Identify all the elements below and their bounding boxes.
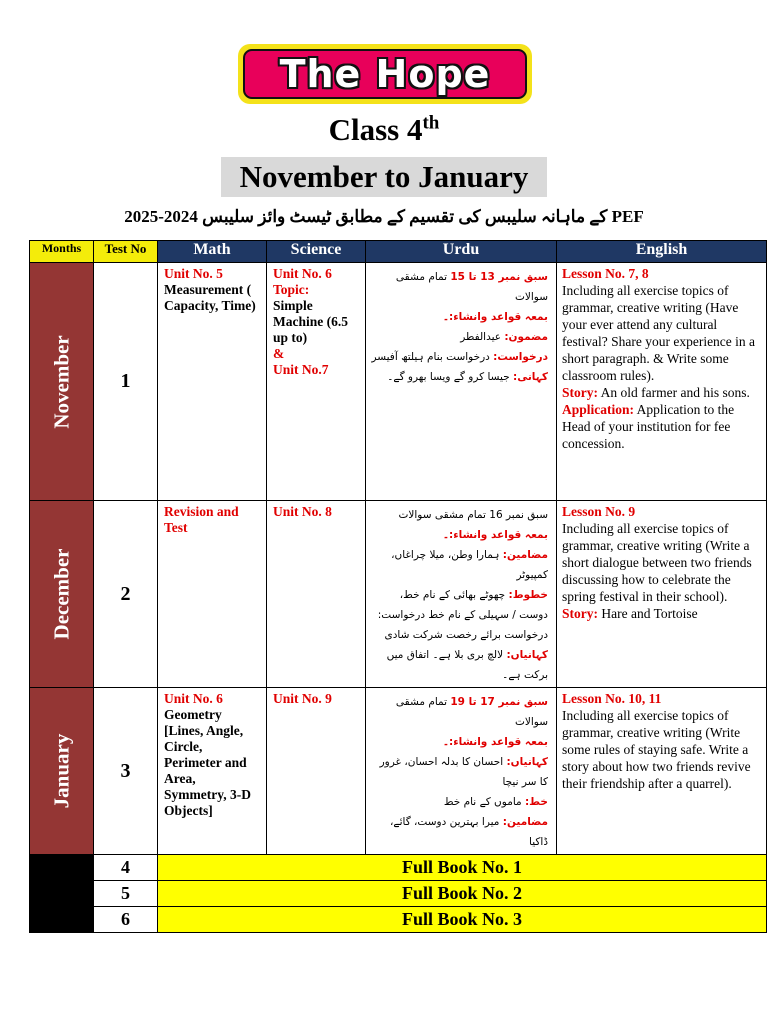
english-cell (557, 501, 767, 688)
english-body: Including all exercise topics of grammar, creative writing (Write some rules of staying safe. Write a story about how two friends revive their friendship after a quarrel). (562, 708, 751, 791)
urdu-line: سبق نمبر 16 تمام مشقی سوالات (398, 509, 548, 521)
english-lesson: Lesson No. 9 (562, 504, 636, 519)
blank-month-cell (30, 907, 94, 933)
month-january: January (30, 688, 94, 855)
math-cell (158, 501, 267, 688)
header-months: Months (30, 241, 94, 263)
table-row (30, 688, 767, 855)
english-lesson: Lesson No. 7, 8 (562, 266, 649, 281)
urdu-line: درخواست: درخواست بنام ہیلتھ آفیسر (371, 351, 548, 363)
math-topic: Measurement ( Capacity, Time) (164, 282, 256, 313)
english-story: Story: An old farmer and his sons. (562, 385, 750, 400)
urdu-line: مضامین: میرا بہترین دوست، گائے، ڈاکیا (390, 816, 548, 848)
math-unit: Revision and Test (164, 504, 239, 535)
urdu-line: سبق نمبر 17 تا 19 تمام مشقی سوالات (395, 696, 548, 728)
test-number: 6 (94, 907, 158, 933)
logo-badge (243, 49, 527, 99)
urdu-line: خط: ماموں کے نام خط (443, 796, 548, 808)
english-body: Including all exercise topics of grammar, creative writing (Have your ever attend any cultural festival? Share your experience in a short paragraph. & Write some classroom rules). (562, 283, 756, 383)
english-application: Application: Application to the Head of your institution for fee concession. (562, 402, 735, 451)
syllabus-table (29, 240, 767, 933)
test-number: 3 (94, 688, 158, 855)
month-november: November (30, 263, 94, 501)
urdu-line: کہانی: جیسا کرو گے ویسا بھرو گے۔ (387, 371, 548, 383)
header-english: English (557, 241, 767, 263)
full-book-row (30, 855, 767, 881)
table-header-row (30, 241, 767, 263)
science-topic-label: Topic: (273, 282, 310, 297)
urdu-line: سبق نمبر 13 تا 15 تمام مشقی سوالات (395, 271, 548, 303)
math-unit: Unit No. 6 (164, 691, 223, 706)
test-number: 4 (94, 855, 158, 881)
the-hope-logo (238, 44, 532, 104)
math-topic: Geometry [Lines, Angle, Circle, Perimeter and Area, Symmetry, 3-D Objects] (164, 707, 251, 818)
science-cell (267, 263, 366, 501)
test-number: 1 (94, 263, 158, 501)
urdu-line: بمعہ قواعد وانشاء:۔ (442, 529, 548, 541)
period-title: November to January (221, 157, 547, 197)
english-story: Story: Hare and Tortoise (562, 606, 698, 621)
blank-month-cell (30, 881, 94, 907)
urdu-line: بمعہ قواعد وانشاء:۔ (442, 311, 548, 323)
full-book-label: Full Book No. 2 (158, 881, 767, 907)
urdu-line: خطوط: چھوٹے بھائی کے نام خط، دوست / سہیلی کے نام خط درخواست: درخواست برائے رخصت شرکت شادی (377, 589, 548, 641)
month-december: December (30, 501, 94, 688)
header-test-no: Test No (94, 241, 158, 263)
full-book-label: Full Book No. 1 (158, 855, 767, 881)
science-unit-2: Unit No.7 (273, 362, 329, 377)
english-body: Including all exercise topics of grammar, creative writing (Write a short dialogue between two friends discussing how to celebrate the spring festival in their school). (562, 521, 752, 604)
english-lesson: Lesson No. 10, 11 (562, 691, 662, 706)
science-topic: Simple Machine (6.5 up to) (273, 298, 348, 345)
full-book-row (30, 907, 767, 933)
math-cell (158, 688, 267, 855)
header-urdu: Urdu (366, 241, 557, 263)
header-math: Math (158, 241, 267, 263)
blank-month-cell (30, 855, 94, 881)
urdu-line: مضمون: عیدالفطر (460, 331, 548, 343)
urdu-line: کہانیاں: لالچ بری بلا ہے۔ اتفاق میں برکت ہے۔ (386, 649, 548, 681)
urdu-cell (366, 688, 557, 855)
urdu-cell (366, 501, 557, 688)
class-label: Class 4 (328, 112, 423, 147)
english-cell (557, 263, 767, 501)
test-number: 2 (94, 501, 158, 688)
science-unit: Unit No. 9 (273, 691, 332, 706)
syllabus-subtitle: PEF کے ماہانہ سلیبس کی تقسیم کے مطابق ٹیسٹ وائز سلیبس 2024-2025 (124, 207, 644, 226)
english-cell (557, 688, 767, 855)
science-unit: Unit No. 8 (273, 504, 332, 519)
logo-text: The Hope (279, 52, 491, 96)
science-unit: Unit No. 6 (273, 266, 332, 281)
urdu-cell (366, 263, 557, 501)
table-row (30, 263, 767, 501)
urdu-line: بمعہ قواعد وانشاء:۔ (442, 736, 548, 748)
science-cell (267, 501, 366, 688)
math-unit: Unit No. 5 (164, 266, 223, 281)
science-cell (267, 688, 366, 855)
test-number: 5 (94, 881, 158, 907)
table-row (30, 501, 767, 688)
urdu-line: کہانیاں: احسان کا بدلہ احسان، غرور کا سر نیچا (379, 756, 548, 788)
science-amp: & (273, 346, 285, 361)
class-superscript: th (422, 112, 440, 134)
full-book-label: Full Book No. 3 (158, 907, 767, 933)
class-title (0, 112, 768, 148)
full-book-row (30, 881, 767, 907)
math-cell (158, 263, 267, 501)
header-science: Science (267, 241, 366, 263)
urdu-line: مضامین: ہمارا وطن، میلا چراغاں، کمپیوٹر (391, 549, 548, 581)
